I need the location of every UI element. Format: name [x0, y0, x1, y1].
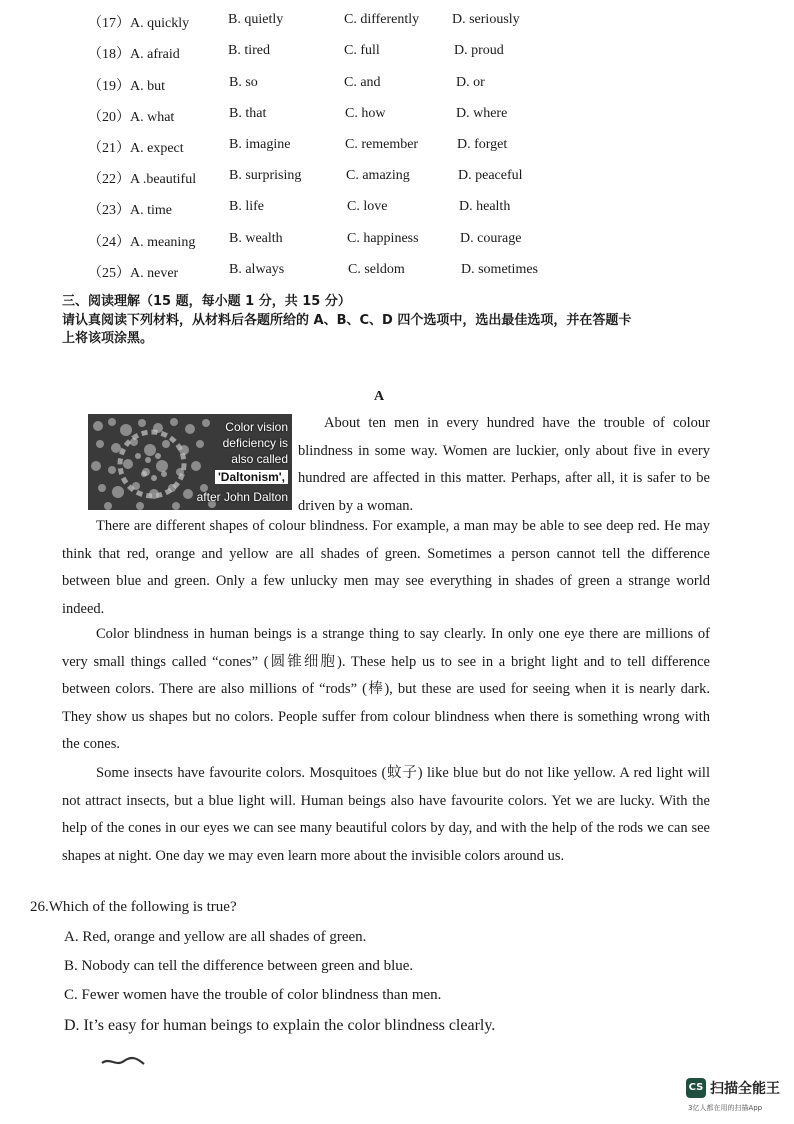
question-26-choice-b: B. Nobody can tell the difference between green and blue.: [64, 958, 414, 974]
option-a: （21）A. expect: [88, 141, 184, 156]
section-instruction-line1: 请认真阅读下列材料，从材料后各题所给的 A、B、C、D 四个选项中，选出最佳选项，并在答题卡: [62, 313, 632, 328]
option-a: （18）A. afraid: [88, 47, 180, 62]
option-d: D. seriously: [452, 12, 520, 27]
option-b: B. life: [229, 199, 264, 214]
dalton-figure: [88, 414, 292, 510]
option-b: B. surprising: [229, 168, 302, 183]
option-c: C. seldom: [348, 262, 405, 277]
option-row-18: [88, 43, 608, 65]
section-heading: 三、阅读理解（15 题，每小题 1 分，共 15 分）: [62, 294, 351, 309]
option-b: B. wealth: [229, 231, 283, 246]
option-b: B. quietly: [228, 12, 284, 27]
option-d: D. courage: [460, 231, 522, 246]
option-c: C. amazing: [346, 168, 410, 183]
option-b: B. that: [229, 106, 267, 121]
option-d: D. forget: [457, 137, 508, 152]
option-row-20: [88, 106, 608, 128]
option-row-21: [88, 137, 608, 159]
option-b: B. imagine: [229, 137, 291, 152]
option-d: D. proud: [454, 43, 504, 58]
option-row-22: [88, 168, 608, 190]
question-26-choice-a: A. Red, orange and yellow are all shades of green.: [64, 929, 367, 945]
option-c: C. full: [344, 43, 380, 58]
camscanner-logo-icon: CS: [686, 1078, 706, 1098]
option-b: B. tired: [228, 43, 270, 58]
question-26-stem: 26.Which of the following is true?: [30, 899, 237, 915]
option-a: （20）A. what: [88, 110, 175, 125]
option-c: C. and: [344, 75, 381, 90]
passage-paragraph-3: Color blindness in human beings is a strange thing to say clearly. In only one eye there are millions of very small things called “cones” (圆锥细胞). These help us to see in a bright light and to tell difference between colors. There are also millions of “rods” (棒), but these are used for seeing when it is nearly dark. They show us shapes but no colors. People suffer from colour blindness when there is something wrong with the cones.: [62, 626, 710, 752]
option-d: D. sometimes: [461, 262, 538, 277]
camscanner-name: 扫描全能王: [710, 1081, 780, 1097]
option-row-25: [88, 262, 608, 284]
passage-paragraph-2: There are different shapes of colour blindness. For example, a man may be able to see deep red. He may think that red, orange and yellow are all shades of green. Sometimes a person cannot tell the difference between blue and green. Only a few unlucky men may see everything in shades of green a strange world indeed.: [62, 518, 710, 617]
option-a: （25）A. never: [88, 266, 179, 281]
question-26-choice-d: D. It’s easy for human beings to explain the color blindness clearly.: [64, 1017, 496, 1034]
option-row-23: [88, 199, 608, 221]
option-b: B. so: [229, 75, 258, 90]
option-b: B. always: [229, 262, 285, 277]
passage-paragraph-1: About ten men in every hundred have the trouble of colour blindness in some way. Women are luckier, only about five in every hundred are affected in this matter. Perhaps, after all, it is safer to be driven by a woman.: [298, 415, 710, 514]
option-a: （23）A. time: [88, 203, 172, 218]
option-a: （17）A. quickly: [88, 16, 190, 31]
option-row-24: [88, 231, 608, 253]
option-a: （19）A. but: [88, 79, 165, 94]
option-d: D. or: [456, 75, 485, 90]
section-instruction-line2: 上将该项涂黑。: [62, 331, 154, 346]
option-a: （24）A. meaning: [88, 235, 196, 250]
option-d: D. health: [459, 199, 511, 214]
figure-caption-line1: Color vision: [225, 420, 288, 434]
figure-caption-line4: 'Daltonism',: [215, 470, 288, 484]
option-d: D. peaceful: [458, 168, 523, 183]
figure-caption-line3: also called: [231, 452, 288, 466]
option-c: C. remember: [345, 137, 419, 152]
option-c: C. love: [347, 199, 388, 214]
option-row-19: [88, 75, 608, 97]
option-row-17: [88, 12, 608, 34]
figure-caption-line5: after John Dalton: [196, 490, 288, 504]
camscanner-subtitle: 3亿人都在用的扫描App: [688, 1104, 763, 1112]
option-d: D. where: [456, 106, 508, 121]
passage-title: A: [374, 389, 385, 404]
passage-paragraph-4: Some insects have favourite colors. Mosquitoes (蚊子) like blue but do not like yellow. A red light will not attract insects, but a blue light will. Human beings also have favourite colors. Yet we are lucky. With the help of the cones in our eyes we can see many beautiful colors by day, and with the help of the rods we can see shapes at night. One day we may even learn more about the invisible colors around us.: [62, 765, 710, 864]
option-c: C. happiness: [347, 231, 419, 246]
option-c: C. differently: [344, 12, 420, 27]
pen-scribble: [100, 1055, 146, 1069]
option-c: C. how: [345, 106, 386, 121]
figure-caption-line2: deficiency is: [222, 436, 288, 450]
option-a: （22）A .beautiful: [88, 172, 197, 187]
question-26-choice-c: C. Fewer women have the trouble of color blindness than men.: [64, 987, 442, 1003]
